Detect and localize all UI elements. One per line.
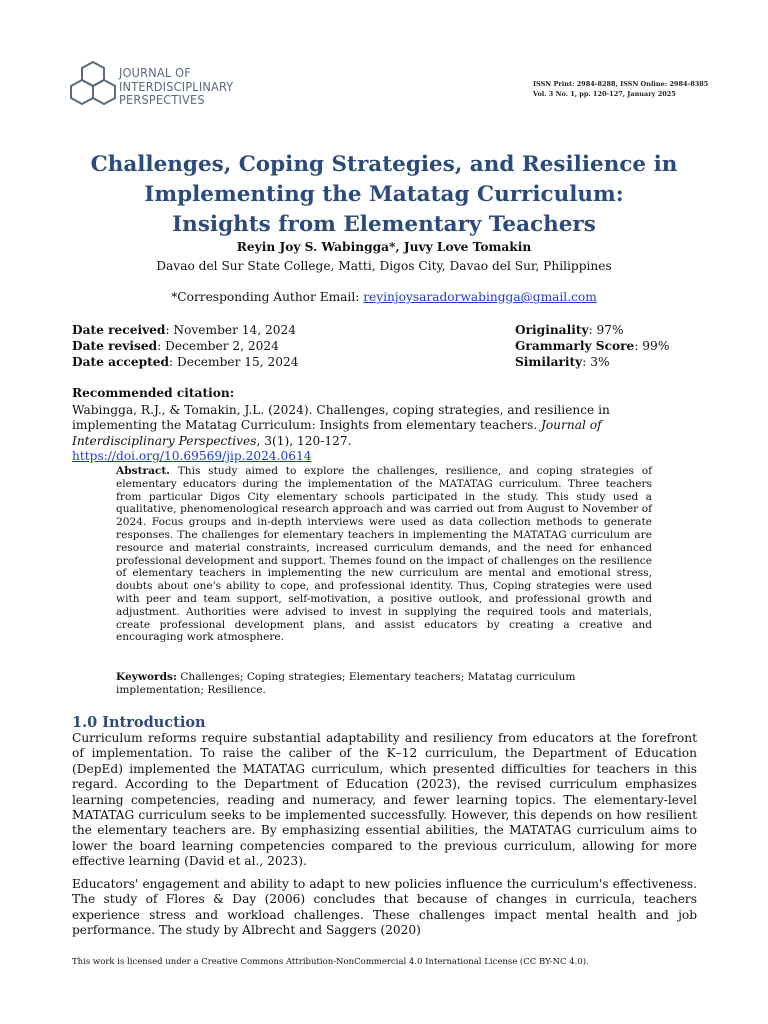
title-line: Implementing the Matatag Curriculum: bbox=[144, 182, 624, 207]
score-row bbox=[515, 354, 669, 370]
journal-logo-icon bbox=[68, 58, 118, 114]
score-label: Similarity bbox=[515, 355, 583, 370]
scores-block bbox=[515, 322, 669, 371]
date-value: : December 15, 2024 bbox=[169, 355, 299, 370]
journal-name bbox=[119, 66, 233, 107]
abstract-label: Abstract. bbox=[116, 465, 170, 477]
score-row bbox=[515, 322, 669, 338]
score-row bbox=[515, 338, 669, 354]
license-footer: This work is licensed under a Creative Commons Attribution-NonCommercial 4.0 International License (CC BY-NC 4.0). bbox=[72, 957, 589, 967]
authors: Reyin Joy S. Wabingga*, Juvy Love Tomakin bbox=[236, 240, 532, 254]
section-heading-introduction: 1.0 Introduction bbox=[72, 714, 206, 731]
citation-body: Wabingga, R.J., & Tomakin, J.L. (2024). Challenges, coping strategies, and resilience in implementing the Matatag Curriculum: Insights from elementary teachers. bbox=[72, 403, 610, 433]
date-label: Date received bbox=[72, 323, 166, 337]
date-row bbox=[72, 322, 299, 338]
keywords bbox=[116, 671, 652, 697]
citation-heading: Recommended citation: bbox=[72, 386, 235, 400]
date-label: Date revised bbox=[72, 339, 158, 354]
affiliation: Davao del Sur State College, Matti, Digos City, Davao del Sur, Philippines bbox=[156, 259, 612, 273]
score-value: : 3% bbox=[582, 355, 610, 370]
abstract-text: This study aimed to explore the challenges, resilience, and coping strategies of elementary educators during the implementation of the MATATAG curriculum. Three teachers from particular Digos City elementary schools participated in the study. This study used a qualitative, phenomenological research approach and was carried out from August to November of 2024. Focus groups and in-depth interviews were used as data collection methods to generate responses. The challenges for elementary teachers in implementing the MATATAG curriculum are resource and material constraints, increased curriculum demands, and the need for enhanced professional development and support. Themes found on the impact of challenges on the resilience of elementary teachers in implementing the new curriculum are mental and emotional stress, doubts about one's ability to cope, and professional identity. Thus, Coping strategies were used with peer and team support, self-motivation, a positive outlook, and professional growth and adjustment. Authorities were advised to invest in supplying the required tools and materials, create professional development plans, and assist educators by creating a creative and encouraging work atmosphere. bbox=[116, 465, 652, 644]
keywords-text: Challenges; Coping strategies; Elementary teachers; Matatag curriculum implementation; Resilience. bbox=[116, 671, 576, 696]
date-row bbox=[72, 354, 299, 370]
issn-block bbox=[533, 79, 708, 99]
dates-block bbox=[72, 322, 299, 371]
volume-line: Vol. 3 No. 1, pp. 120-127, January 2025 bbox=[533, 90, 676, 98]
date-value: : December 2, 2024 bbox=[157, 339, 279, 354]
keywords-label: Keywords: bbox=[116, 671, 177, 683]
intro-paragraph: Curriculum reforms require substantial adaptability and resiliency from educators at the forefront of implementation. To raise the caliber of the K–12 curriculum, the Department of Education (DepEd) implemented the MATATAG curriculum, which presented difficulties for teachers in this regard. According to the Department of Education (2023), the revised curriculum emphasizes learning competencies, reading and numeracy, and fewer learning topics. The elementary-level MATATAG curriculum seeks to be implemented successfully. However, this depends on how resilient the elementary teachers are. By emphasizing essential abilities, the MATATAG curriculum aims to lower the board learning competencies compared to the previous curriculum, allowing for more effective learning (David et al., 2023). bbox=[72, 731, 697, 869]
title-line: Challenges, Coping Strategies, and Resilience in bbox=[90, 152, 678, 177]
doi-link[interactable]: https://doi.org/10.69569/jip.2024.0614 bbox=[72, 449, 312, 464]
abstract bbox=[116, 465, 652, 644]
score-label: Grammarly Score bbox=[515, 339, 635, 354]
journal-name-line: JOURNAL OF bbox=[119, 65, 191, 80]
date-label: Date accepted bbox=[72, 355, 170, 370]
score-label: Originality bbox=[515, 323, 589, 337]
corresponding-author bbox=[0, 290, 768, 304]
journal-name-line: INTERDISCIPLINARY bbox=[119, 78, 234, 94]
intro-paragraph: Educators' engagement and ability to adapt to new policies influence the curriculum's effectiveness. The study of Flores & Day (2006) concludes that because of changes in curricula, teachers experience stress and workload challenges. These challenges impact mental health and job performance. The study by Albrecht and Saggers (2020) bbox=[72, 877, 697, 938]
score-value: : 99% bbox=[634, 339, 670, 354]
journal-name-line: PERSPECTIVES bbox=[119, 92, 205, 108]
paper-title bbox=[90, 150, 678, 240]
score-value: : 97% bbox=[588, 323, 624, 337]
date-row bbox=[72, 338, 299, 354]
citation-text bbox=[72, 403, 692, 465]
corresponding-label: *Corresponding Author Email: bbox=[171, 290, 364, 304]
citation-volume: , 3(1), 120-127. bbox=[256, 433, 352, 448]
author-email-link[interactable]: reyinjoysaradorwabingga@gmail.com bbox=[363, 290, 597, 304]
citation-journal: Journal of Interdisciplinary Perspectives bbox=[72, 418, 602, 448]
title-line: Insights from Elementary Teachers bbox=[172, 212, 596, 237]
date-value: : November 14, 2024 bbox=[165, 323, 297, 337]
issn-line: ISSN Print: 2984-8288, ISSN Online: 2984-8385 bbox=[533, 80, 709, 88]
